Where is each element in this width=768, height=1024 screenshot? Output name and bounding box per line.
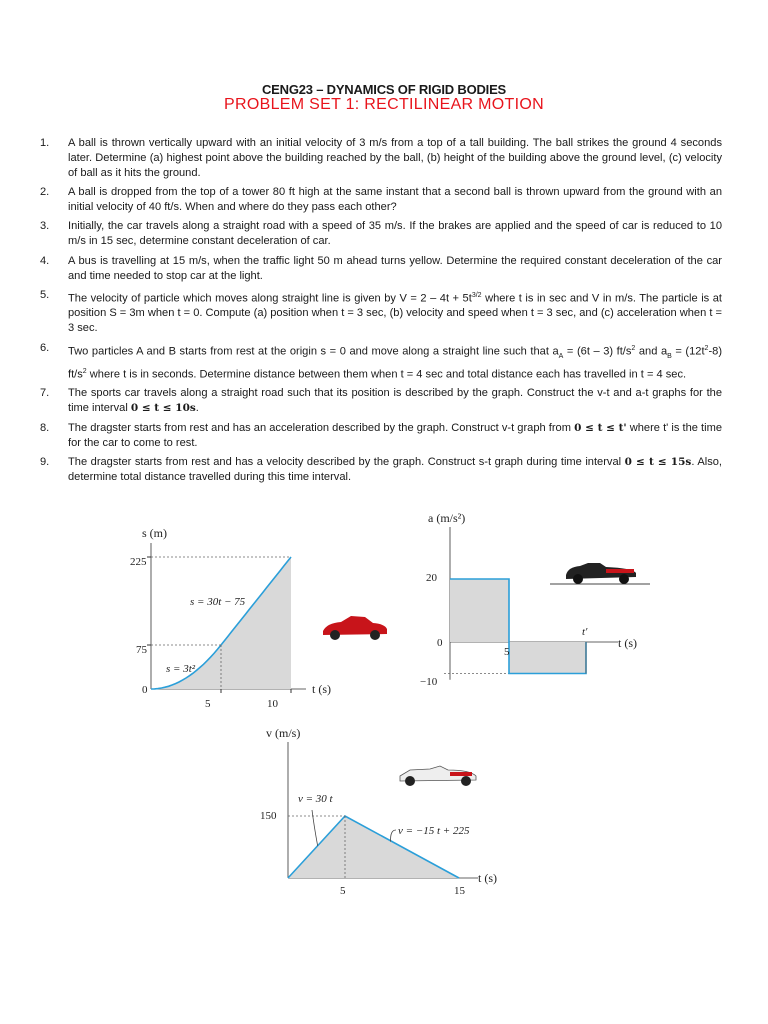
x-tick-label: 5 [340,885,346,897]
x-tick-label: 15 [454,885,465,897]
t-axis-label: t (s) [478,871,497,885]
segment-label: v = 30 t [298,793,333,805]
s-axis-label: s (m) [142,526,167,540]
a-axis-label: a (m/s²) [428,511,466,525]
y-tick-label: 225 [130,556,147,568]
problem-item: 5. The velocity of particle which moves along straight line is given by $V = 2 - 4t + 5t^{3/2}$ where t is in sec and V in m/s. The particle is at position S = 3m when t = 0. Compute (a) position when t = 3 sec, (b) velocity and speed when t = 3 sec, and (c) acceleration when t = 3 sec. [40,288,722,335]
segment-label: s = 30t − 75 [190,596,246,608]
y-tick-label: 150 [260,810,277,822]
t-prime-label: t′ [582,626,588,638]
y-tick-label: 75 [136,644,147,656]
problem-item: 2. A ball is dropped from the top of a tower 80 ft high at the same instant that a second ball is thrown upward from the ground with an initial velocity of 40 ft/s. When and where do they pass each other? [40,186,722,214]
y-tick-label: 0 [437,637,443,649]
problem-list [40,136,722,489]
leader-line [312,810,318,846]
t-axis-label: t (s) [312,682,331,696]
problem-item: 8. The dragster starts from rest and has an acceleration described by the graph. Construct v-t graph from 0 ≤ t ≤ t' where t' is the time for the car to come to rest. [40,421,722,449]
dragster-image [566,563,636,584]
segment-label: s = 3t² [166,663,196,675]
y-tick-label: 20 [426,572,437,584]
course-title: CENG23 – DYNAMICS OF RIGID BODIES [261,82,507,97]
problem-item: 7. The sports car travels along a straight road such that its position is described by the graph. Construct the v-t and a-t graphs for the time interval 0 ≤ t ≤ 10s. [40,387,722,415]
dragster-image [400,766,476,786]
position-time-graph [118,515,408,715]
x-tick-label: 10 [267,698,278,710]
y-tick-label: −10 [420,676,438,688]
shaded-acceleration [450,579,509,642]
y-tick-label: 0 [142,684,148,696]
acceleration-time-graph [400,505,665,705]
problem-set-title: PROBLEM SET 1: RECTILINEAR MOTION [224,96,544,113]
problem-item: 9. The dragster starts from rest and has a velocity described by the graph. Construct s-t graph during time interval 0 ≤ t ≤ 15s. Also, determine total distance travelled during this time interval. [40,455,722,483]
v-axis-label: v (m/s) [266,726,301,740]
x-tick-label: 5 [205,698,211,710]
shaded-deceleration [509,642,586,674]
problem-item: 4. A bus is travelling at 15 m/s, when the traffic light 50 m ahead turns yellow. Determine the required constant deceleration of the car and time needed to stop car at the light. [40,254,722,282]
velocity-time-graph [250,722,530,912]
problem-item: 3. Initially, the car travels along a straight road with a speed of 35 m/s. If the brakes are applied and the speed of car is reduced to 10 m/s in 15 sec, determine constant deceleration of car. [40,220,722,248]
sports-car-image [323,616,387,640]
segment-label: v = −15 t + 225 [398,825,470,837]
t-axis-label: t (s) [618,636,637,650]
problem-item: 1. A ball is thrown vertically upward with an initial velocity of 3 m/s from a top of a tall building. The ball strikes the ground 4 seconds later. Determine (a) highest point above the building reached by the ball, (b) height of the building above the ground level, (c) velocity of ball as it hits the ground. [40,137,722,179]
problem-item: 6. Two particles A and B starts from rest at the origin s = 0 and move along a straight line such that $a_A = (6t - 3)$ $ft/s^2$ and $a_B = (12t^2-8)$ $ft/s^2$ where t is in seconds. Determine distance between them when t = 4 sec and total distance each has travelled in t = 4 sec. [40,341,723,381]
x-tick-label: 5 [504,646,510,658]
leader-line [391,830,396,842]
